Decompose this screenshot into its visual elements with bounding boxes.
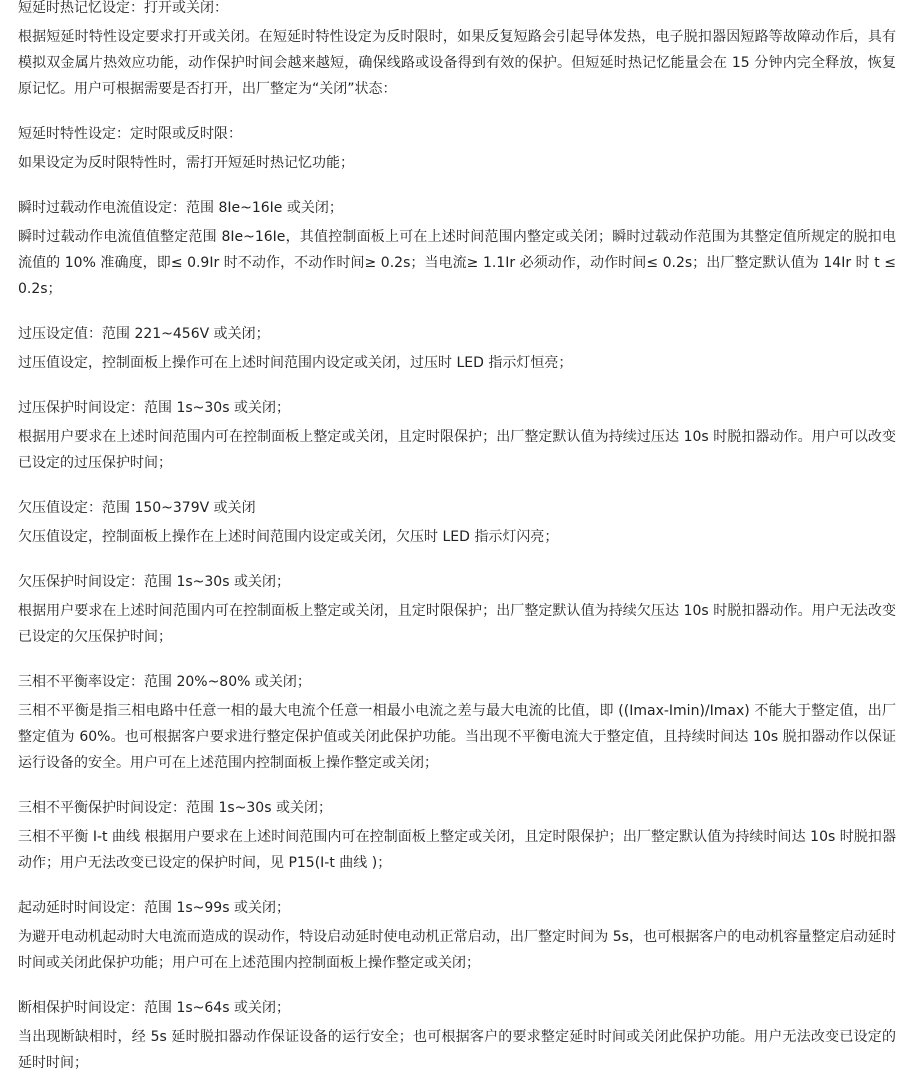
section-title: 短延时特性设定：定时限或反时限： [18, 126, 242, 142]
section-short-delay-characteristic [18, 121, 896, 176]
section-title: 断相保护时间设定：范围 1s~64s 或关闭； [18, 1000, 290, 1016]
section-body: 三相不平衡是指三相电路中任意一相的最大电流个任意一相最小电流之差与最大电流的比值，即 ((Imax-Imin)/Imax) 不能大于整定值，出厂整定值为 60%。也可根据客户要求进行整定保护值或关闭此保护功能。当出现不平衡电流大于整定值，且持续时间达 10s 脱扣器动作以保证运行设备的安全。用户可在上述范围内控制面板上操作整定或关闭； [18, 703, 896, 771]
section-title: 三相不平衡率设定：范围 20%~80% 或关闭； [18, 674, 311, 690]
section-title: 起动延时时间设定：范围 1s~99s 或关闭； [18, 900, 290, 916]
section-short-delay-thermal-memory [18, 0, 896, 102]
section-overvoltage-value [18, 321, 896, 376]
section-overvoltage-time [18, 395, 896, 476]
section-body: 为避开电动机起动时大电流而造成的误动作，特设启动延时使电动机正常启动，出厂整定时间为 5s，也可根据客户的电动机容量整定启动延时时间或关闭此保护功能；用户可在上述范围内控制面板上操作整定或关闭； [18, 929, 896, 971]
section-body: 瞬时过载动作电流值值整定范围 8Ie~16Ie，其值控制面板上可在上述时间范围内整定或关闭；瞬时过载动作范围为其整定值所规定的脱扣电流值的 10% 准确度，即≤ 0.9Ir 时不动作，不动作时间≥ 0.2s；当电流≥ 1.1Ir 必须动作，动作时间≤ 0.2s；出厂整定默认值为 14Ir 时 t ≤ 0.2s； [18, 229, 896, 297]
section-title: 三相不平衡保护时间设定：范围 1s~30s 或关闭； [18, 800, 332, 816]
section-startup-delay-time [18, 895, 896, 976]
section-title: 过压保护时间设定：范围 1s~30s 或关闭； [18, 400, 290, 416]
section-body: 三相不平衡 I-t 曲线 根据用户要求在上述时间范围内可在控制面板上整定或关闭，且定时限保护；出厂整定默认值为持续时间达 10s 时脱扣器动作；用户无法改变已设定的保护时间，见 P15(I-t 曲线 )； [18, 829, 896, 871]
section-body: 当出现断缺相时，经 5s 延时脱扣器动作保证设备的运行安全；也可根据客户的要求整定延时时间或关闭此保护功能。用户无法改变已设定的延时时间； [18, 1029, 896, 1071]
section-title: 短延时热记忆设定：打开或关闭： [18, 0, 228, 16]
section-title: 欠压保护时间设定：范围 1s~30s 或关闭； [18, 574, 290, 590]
section-undervoltage-time [18, 569, 896, 650]
section-three-phase-imbalance-time [18, 795, 896, 876]
section-three-phase-imbalance-rate [18, 669, 896, 776]
section-body: 如果设定为反时限特性时，需打开短延时热记忆功能； [18, 155, 354, 171]
section-title: 瞬时过载动作电流值设定：范围 8Ie~16Ie 或关闭； [18, 200, 343, 216]
section-body: 根据用户要求在上述时间范围内可在控制面板上整定或关闭，且定时限保护；出厂整定默认值为持续过压达 10s 时脱扣器动作。用户可以改变已设定的过压保护时间； [18, 429, 896, 471]
section-phase-loss-protection-time [18, 995, 896, 1076]
section-body: 根据用户要求在上述时间范围内可在控制面板上整定或关闭，且定时限保护；出厂整定默认值为持续欠压达 10s 时脱扣器动作。用户无法改变已设定的欠压保护时间； [18, 603, 896, 645]
section-title: 过压设定值：范围 221~456V 或关闭； [18, 326, 270, 342]
section-instantaneous-overload-current [18, 195, 896, 302]
section-body: 欠压值设定，控制面板上操作在上述时间范围内设定或关闭，欠压时 LED 指示灯闪亮； [18, 529, 559, 545]
section-body: 过压值设定，控制面板上操作可在上述时间范围内设定或关闭，过压时 LED 指示灯恒亮； [18, 355, 573, 371]
section-undervoltage-value [18, 495, 896, 550]
section-title: 欠压值设定：范围 150~379V 或关闭 [18, 500, 256, 516]
section-body: 根据短延时特性设定要求打开或关闭。在短延时特性设定为反时限时，如果反复短路会引起导体发热，电子脱扣器因短路等故障动作后，具有模拟双金属片热效应功能，动作保护时间会越来越短，确保线路或设备得到有效的保护。但短延时热记忆能量会在 15 分钟内完全释放，恢复原记忆。用户可根据需要是否打开，出厂整定为“关闭”状态： [18, 29, 896, 97]
